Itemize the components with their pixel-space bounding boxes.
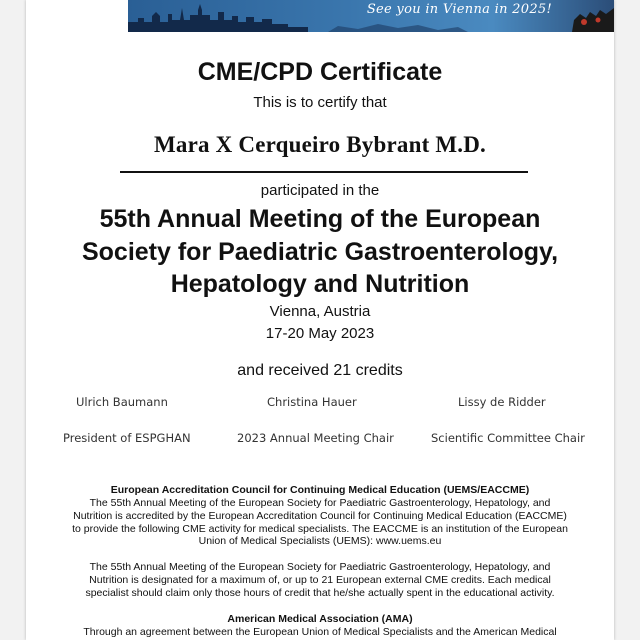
- meeting-title-line: 55th Annual Meeting of the European: [99, 205, 541, 233]
- certificate-title: CME/CPD Certificate: [197, 58, 443, 86]
- ama-heading: American Medical Association (AMA): [227, 613, 413, 625]
- signatory-name: Lissy de Ridder: [458, 395, 546, 409]
- paragraph-line: to provide the following CME activity for medical specialists. The EACCME is an institution of the European: [72, 522, 568, 535]
- meeting-title-line: Hepatology and Nutrition: [170, 270, 470, 298]
- signatory-role: President of ESPGHAN: [63, 431, 191, 445]
- meeting-location: Vienna, Austria: [269, 303, 371, 320]
- meeting-title-line: Society for Paediatric Gastroenterology,: [81, 237, 559, 266]
- signatory-role: 2023 Annual Meeting Chair: [237, 431, 394, 445]
- paragraph-line: Nutrition is accredited by the European Accreditation Council for Continuing Medical Education (EACCME): [73, 509, 567, 522]
- paragraph-line: The 55th Annual Meeting of the European Society for Paediatric Gastroenterology, Hepatology, and: [89, 497, 551, 509]
- paragraph-line: Nutrition is designated for a maximum of, or up to 21 European external CME credits. Each medical: [89, 573, 551, 586]
- eaccme-paragraph: [26, 497, 614, 548]
- paragraph-line: The 55th Annual Meeting of the European Society for Paediatric Gastroenterology, Hepatology, and: [89, 561, 551, 573]
- eaccme-heading: European Accreditation Council for Continuing Medical Education (UEMS/EACCME): [110, 484, 530, 496]
- paragraph-line: Union of Medical Specialists (UEMS): www.uems.eu: [198, 535, 442, 548]
- signatory-role: Scientific Committee Chair: [431, 431, 585, 445]
- name-underline: [120, 171, 528, 173]
- certify-text: This is to certify that: [253, 94, 387, 111]
- certificate-page: [26, 0, 614, 640]
- vienna-banner: [128, 0, 614, 32]
- paragraph-line: specialist should claim only those hours of credit that he/she actually spent in the educational activity.: [85, 586, 555, 599]
- signatory-name: Ulrich Baumann: [76, 395, 168, 409]
- signatory-name: Christina Hauer: [267, 395, 357, 409]
- participated-text: participated in the: [260, 182, 380, 199]
- credits-paragraph: [26, 561, 614, 599]
- meeting-dates: 17-20 May 2023: [265, 325, 375, 342]
- meeting-title: [26, 203, 614, 301]
- credits-text: and received 21 credits: [237, 362, 403, 379]
- paragraph-line: Through an agreement between the European Union of Medical Specialists and the American Medical: [83, 626, 557, 638]
- ama-paragraph: [26, 626, 614, 639]
- banner-slogan: See you in Vienna in 2025!: [366, 2, 552, 17]
- recipient-name: Mara X Cerqueiro Bybrant M.D.: [153, 132, 487, 157]
